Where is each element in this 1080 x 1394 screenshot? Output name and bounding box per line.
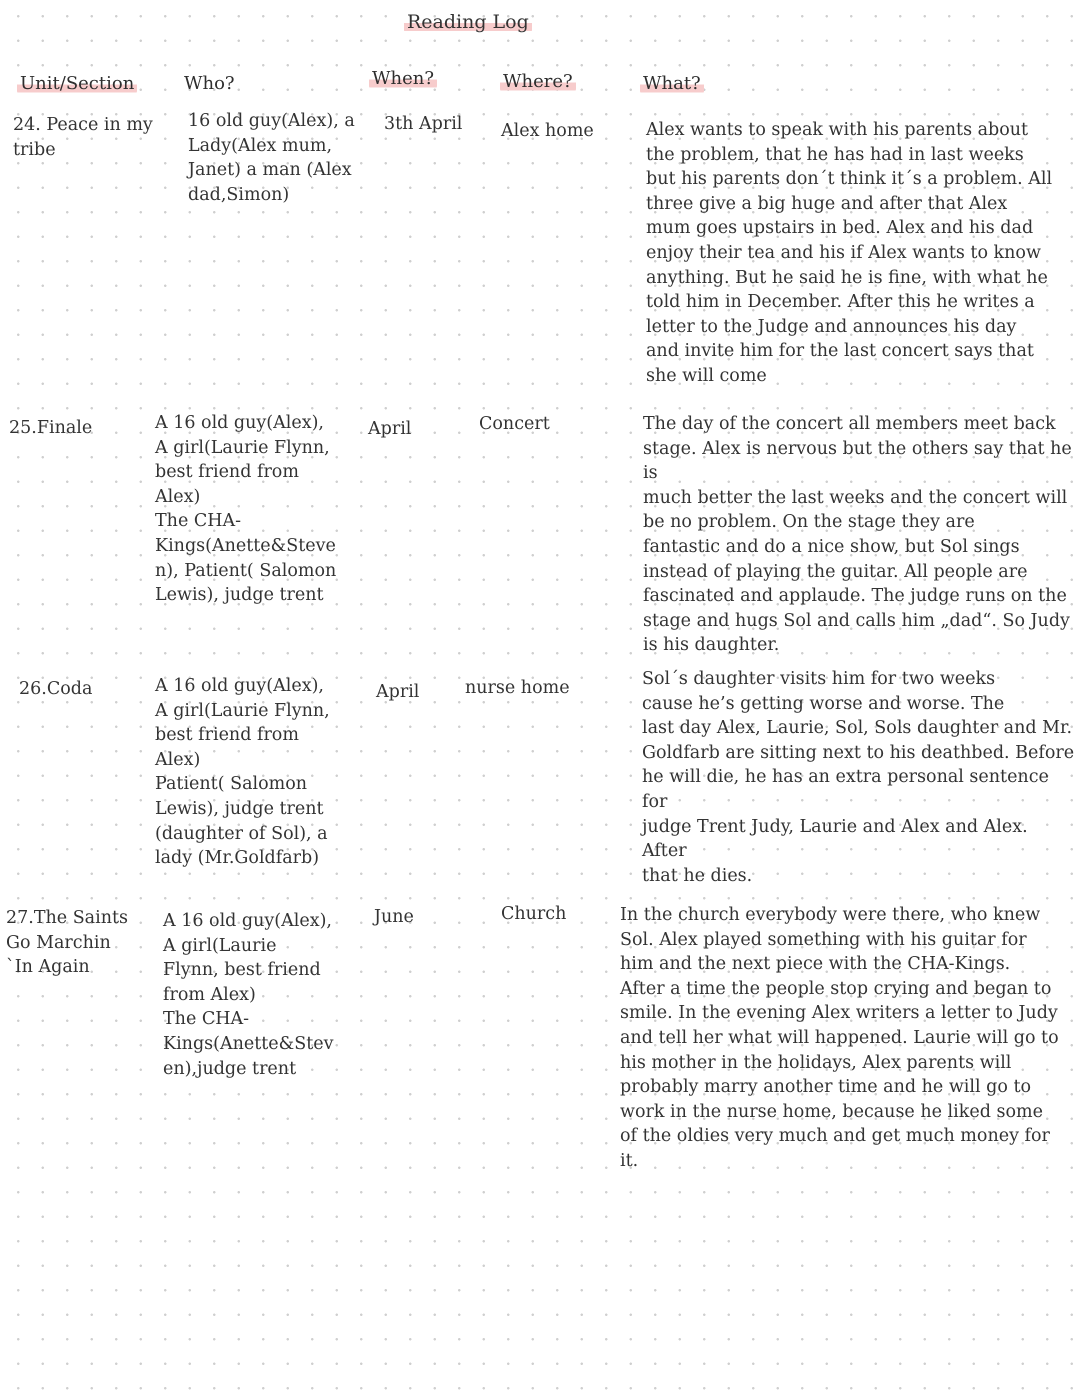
row-27-when: June xyxy=(374,907,414,927)
row-24-unit: 24. Peace in my tribe xyxy=(13,115,153,160)
header-where xyxy=(500,70,576,94)
row-25-what: The day of the concert all members meet back stage. Alex is nervous but the others say that he is much better the last weeks and the concert will be no problem. On the stage they are fantastic and do a nice show, but Sol sings instead of playing the guitar. All people are fascinated and applaude. The judge runs on the stage and hugs Sol and calls him „dad“. So Judy is his daughter. xyxy=(643,414,1072,656)
row-25-unit: 25.Finale xyxy=(9,418,93,438)
header-what xyxy=(640,72,704,96)
row-27-who: A 16 old guy(Alex), A girl(Laurie Flynn, best friend from Alex) The CHA- Kings(Anette&Stev en),judge trent xyxy=(163,911,334,1079)
row-24-who: 16 old guy(Alex), a Lady(Alex mum, Janet) a man (Alex dad,Simon) xyxy=(188,111,355,205)
row-26-unit: 26.Coda xyxy=(19,679,93,699)
page-title xyxy=(404,10,532,34)
header-who-label: Who? xyxy=(184,73,235,94)
row-24-where: Alex home xyxy=(501,121,594,141)
page-title-text: Reading Log xyxy=(404,11,532,33)
row-26-where: nurse home xyxy=(465,678,570,698)
row-25-when: April xyxy=(368,419,412,439)
header-unit-section xyxy=(17,72,137,96)
row-26-when: April xyxy=(376,682,420,702)
row-25-where: Concert xyxy=(479,414,550,434)
row-26-what: Sol´s daughter visits him for two weeks cause he’s getting worse and worse. The last day Alex, Laurie, Sol, Sols daughter and Mr. Goldfarb are sitting next to his deathbed. Before he will die, he has an extra personal sentence for judge Trent Judy, Laurie and Alex and Alex. After that he dies. xyxy=(642,669,1075,886)
row-27-what: In the church everybody were there, who knew Sol. Alex played something with his guitar for him and the next piece with the CHA-Kings. After a time the people stop crying and began to smile. In the evening Alex writers a letter to Judy and tell her what will happened. Laurie will go to his mother in the holidays, Alex parents will probably marry another time and he will go to work in the nurse home, because he liked some of the oldies very much and get much money for it. xyxy=(620,905,1059,1171)
row-27-unit: 27.The Saints Go Marchin `In Again xyxy=(6,908,128,978)
header-where-label: Where? xyxy=(500,71,576,92)
row-24-when: 3th April xyxy=(384,114,463,134)
row-24-what: Alex wants to speak with his parents about the problem, that he has had in last weeks but his parents don´t think it´s a problem. All three give a big huge and after that Alex mum goes upstairs in bed. Alex and his dad enjoy their tea and his if Alex wants to know anything. But he said he is fine, with what he told him in December. After this he writes a letter to the Judge and announces his day and invite him for the last concert says that she will come xyxy=(646,120,1053,386)
header-unit-section-label: Unit/Section xyxy=(17,73,137,94)
header-what-label: What? xyxy=(640,73,704,94)
header-who xyxy=(184,72,235,96)
header-when xyxy=(369,67,437,91)
row-26-who: A 16 old guy(Alex), A girl(Laurie Flynn, best friend from Alex) Patient( Salomon Lewis), judge trent (daughter of Sol), a lady (Mr.Goldfarb) xyxy=(155,676,330,869)
row-25-who: A 16 old guy(Alex), A girl(Laurie Flynn, best friend from Alex) The CHA- Kings(Anette&Steve n), Patient( Salomon Lewis), judge trent xyxy=(155,413,337,606)
row-27-where: Church xyxy=(501,904,567,924)
header-when-label: When? xyxy=(369,68,437,89)
